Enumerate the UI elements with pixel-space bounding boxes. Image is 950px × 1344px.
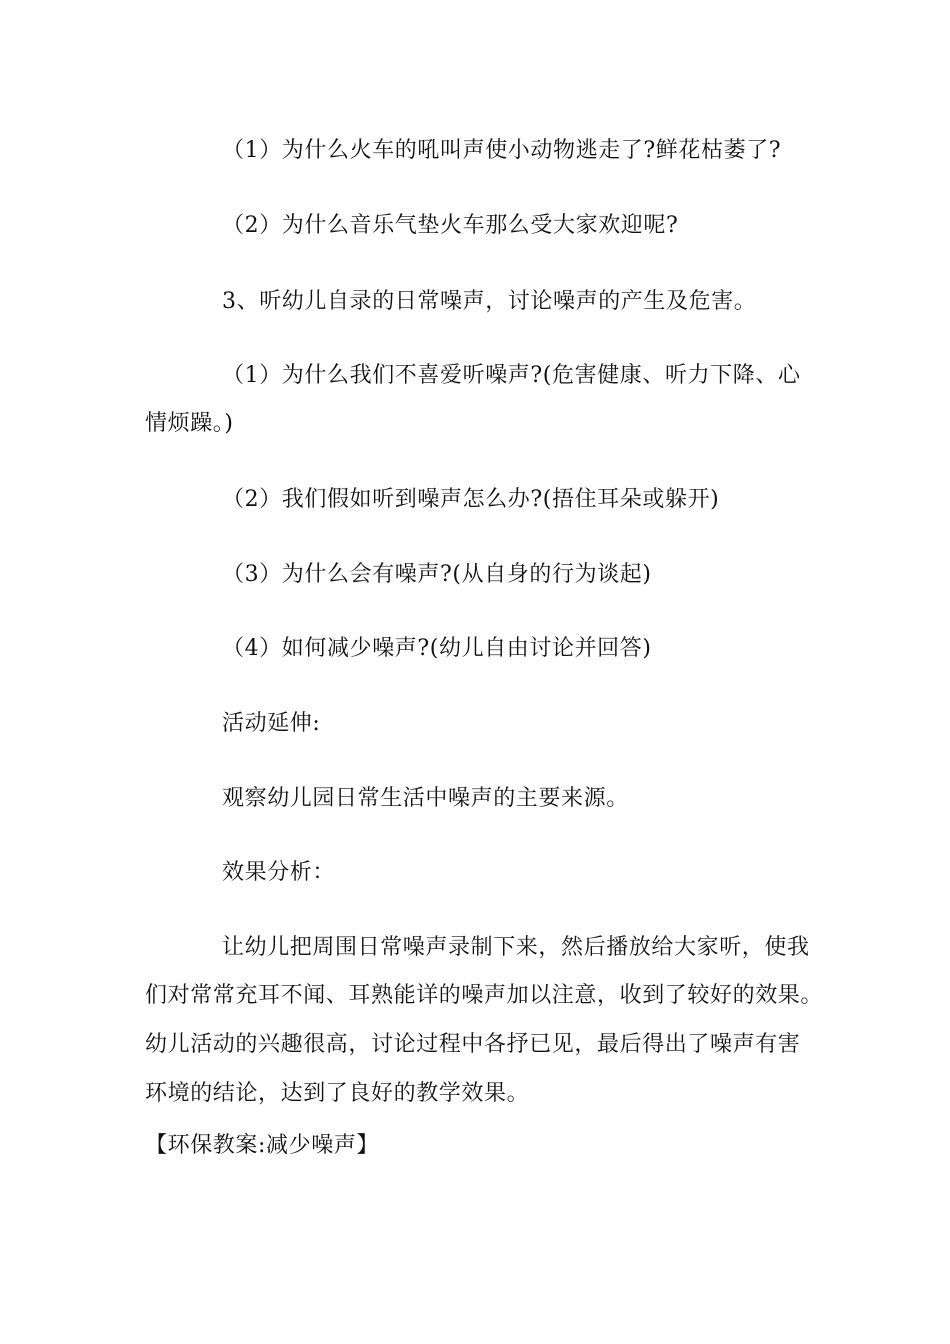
discussion-q1-line1: （1）为什么我们不喜爱听噪声?(危害健康、听力下降、心 [222, 363, 801, 388]
activity-extension-heading: 活动延伸: [222, 711, 321, 736]
discussion-q4: （4）如何减少噪声?(幼儿自由讨论并回答) [222, 636, 652, 661]
discussion-q1-line2: 情烦躁。) [145, 411, 234, 436]
step-3-heading: 3、听幼儿自录的日常噪声，讨论噪声的产生及危害。 [222, 289, 757, 314]
effect-analysis-line3: 幼儿活动的兴趣很高，讨论过程中各抒已见，最后得出了噪声有害 [145, 1032, 801, 1057]
discussion-q2: （2）我们假如听到噪声怎么办?(捂住耳朵或躲开) [222, 487, 720, 512]
effect-analysis-heading: 效果分析： [222, 860, 336, 885]
effect-analysis-line1: 让幼儿把周围日常噪声录制下来，然后播放给大家听，使我 [222, 935, 810, 960]
question-2-music-train: （2）为什么音乐气垫火车那么受大家欢迎呢? [222, 213, 679, 238]
effect-analysis-line4: 环境的结论，达到了良好的教学效果。 [145, 1081, 530, 1106]
document-footer-title: 【环保教案:减少噪声】 [145, 1133, 380, 1158]
discussion-q3: （3）为什么会有噪声?(从自身的行为谈起) [222, 562, 652, 587]
effect-analysis-line2: 们对常常充耳不闻、耳熟能详的噪声加以注意，收到了较好的效果。 [145, 983, 824, 1008]
question-1-train-roar: （1）为什么火车的吼叫声使小动物逃走了?鲜花枯萎了? [222, 138, 782, 163]
activity-extension-body: 观察幼儿园日常生活中噪声的主要来源。 [222, 786, 629, 811]
